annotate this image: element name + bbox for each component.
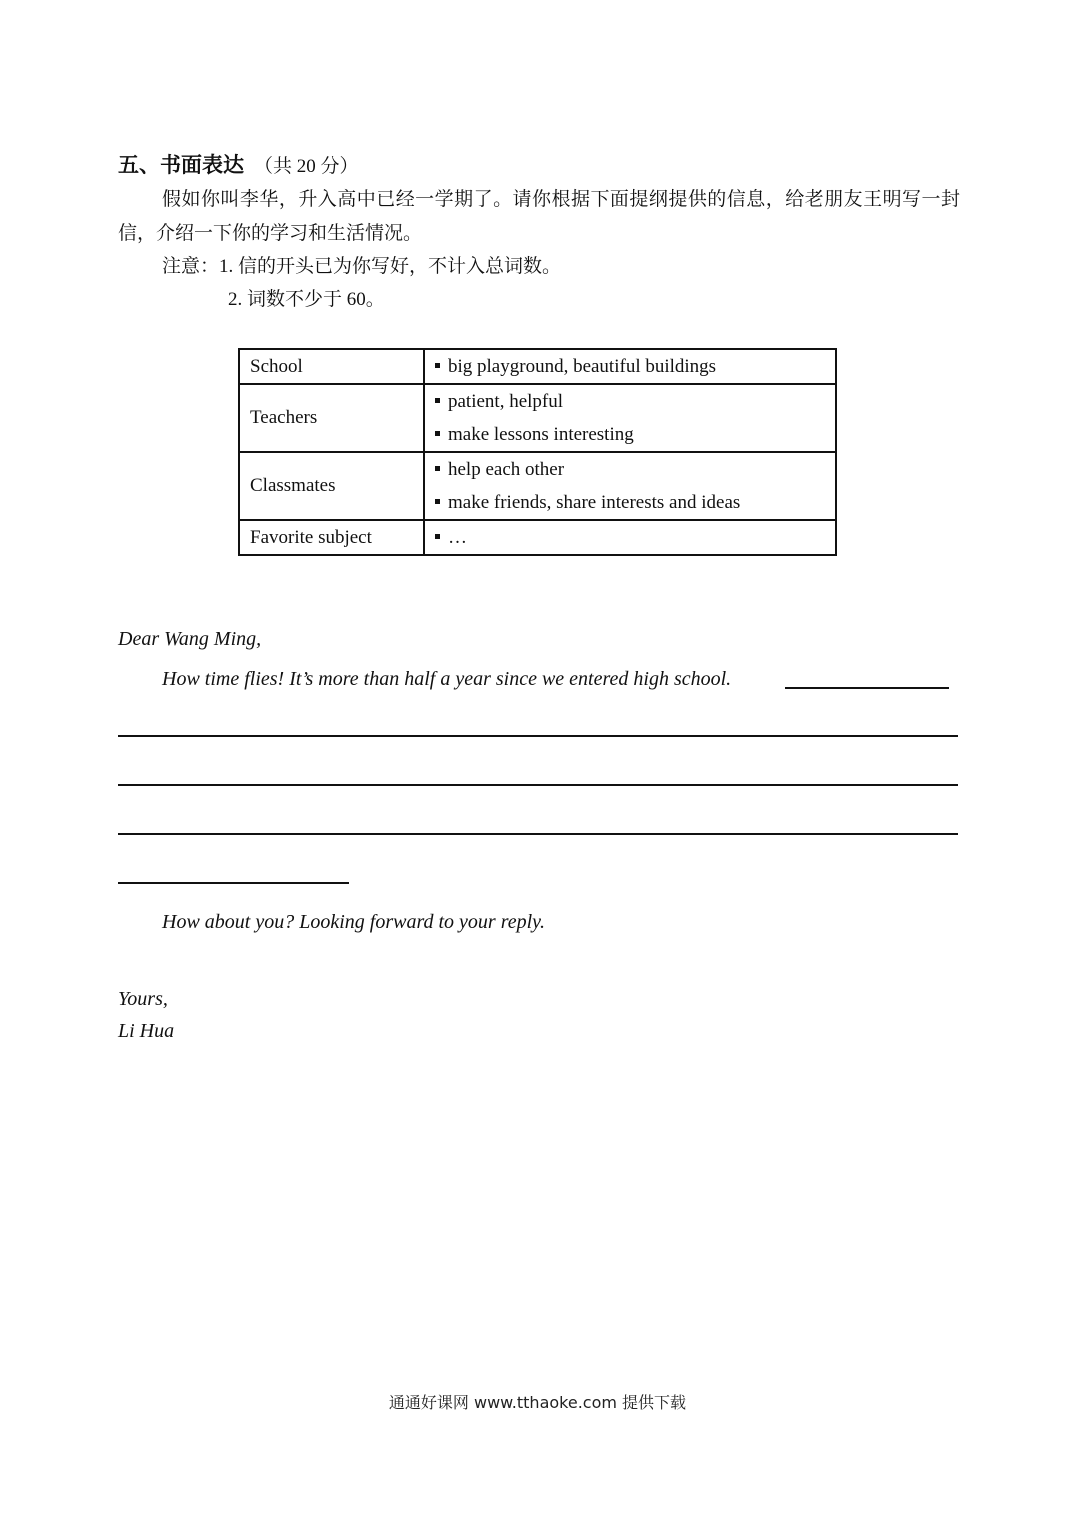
point-text: big playground, beautiful buildings xyxy=(448,356,717,377)
answer-line[interactable] xyxy=(118,784,958,786)
task-instruction: 假如你叫李华，升入高中已经一学期了。请你根据下面提纲提供的信息，给老朋友王明写一封信，介绍一下你的学习和生活情况。 xyxy=(118,189,960,244)
point-text: patient, helpful xyxy=(448,391,564,412)
point-text: make lessons interesting xyxy=(448,424,634,445)
note-2: 2. 词数不少于 60。 xyxy=(228,289,385,310)
letter-closing: How about you? Looking forward to your reply. xyxy=(162,911,545,933)
section-heading xyxy=(118,150,359,182)
answer-line-short[interactable] xyxy=(118,882,349,884)
point-item xyxy=(435,418,825,451)
topic-cell: Favorite subject xyxy=(239,520,424,555)
table-row xyxy=(239,452,836,520)
point-item xyxy=(435,350,825,383)
point-item xyxy=(435,521,825,554)
footer-watermark: 通通好课网 www.tthaoke.com 提供下载 xyxy=(388,1393,687,1412)
point-item xyxy=(435,486,825,519)
topic-cell: Teachers xyxy=(239,384,424,452)
point-text: … xyxy=(448,527,467,548)
point-text: make friends, share interests and ideas xyxy=(448,492,741,513)
points-cell xyxy=(424,349,836,384)
bullet-icon xyxy=(435,431,440,436)
bullet-icon xyxy=(435,499,440,504)
answer-line[interactable] xyxy=(118,735,958,737)
notes xyxy=(162,250,561,316)
signature: Li Hua xyxy=(118,1020,175,1042)
answer-line[interactable] xyxy=(118,833,958,835)
bullet-icon xyxy=(435,363,440,368)
letter-opening: How time flies! It’s more than half a year since we entered high school. xyxy=(162,668,732,690)
note-1: 注意：1. 信的开头已为你写好，不计入总词数。 xyxy=(162,256,562,277)
points-cell xyxy=(424,520,836,555)
points-cell xyxy=(424,384,836,452)
answer-blank-inline[interactable] xyxy=(785,687,949,689)
letter-signoff xyxy=(118,983,174,1047)
topic-cell: Classmates xyxy=(239,452,424,520)
bullet-icon xyxy=(435,534,440,539)
section-score: （共 20 分） xyxy=(254,156,359,177)
bullet-icon xyxy=(435,398,440,403)
point-item xyxy=(435,453,825,486)
section-title: 五、书面表达 xyxy=(118,153,244,177)
letter-salutation: Dear Wang Ming, xyxy=(118,628,262,650)
table-row xyxy=(239,520,836,555)
signoff-word: Yours, xyxy=(118,988,168,1010)
point-item xyxy=(435,385,825,418)
table-row xyxy=(239,384,836,452)
table-row xyxy=(239,349,836,384)
bullet-icon xyxy=(435,466,440,471)
point-text: help each other xyxy=(448,459,565,480)
topic-cell: School xyxy=(239,349,424,384)
points-cell xyxy=(424,452,836,520)
outline-table xyxy=(238,348,837,556)
